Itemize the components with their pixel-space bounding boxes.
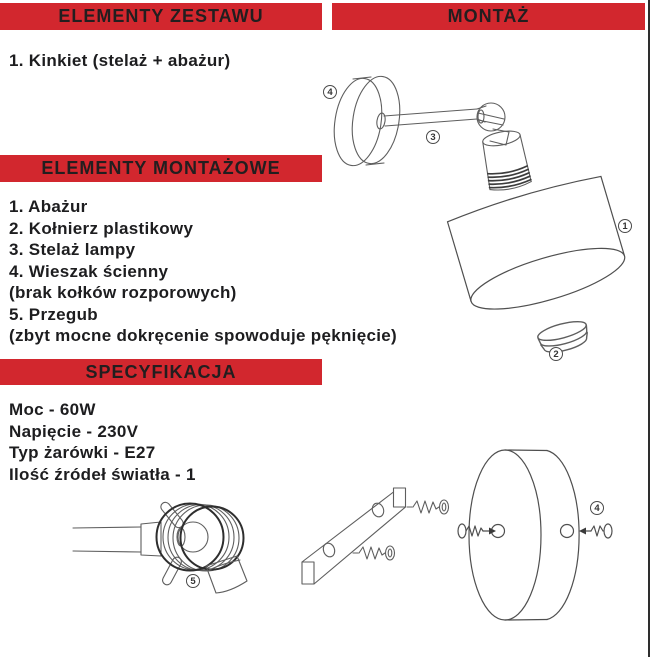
section-header-mounting	[0, 155, 322, 182]
section-header-spec	[0, 359, 322, 385]
section-header-mounting-label: ELEMENTY MONTAŻOWE	[41, 158, 281, 178]
callout-collar: 2	[549, 347, 563, 361]
list-item: Ilość źródeł światła - 1	[9, 464, 196, 484]
section-header-spec-label: SPECYFIKACJA	[85, 361, 237, 382]
ring-band	[469, 450, 579, 620]
list-item: Moc - 60W	[9, 400, 96, 419]
callout-shade: 1	[618, 219, 632, 233]
joint-body	[157, 504, 244, 572]
page-edge-line	[648, 0, 650, 657]
list-item: 4. Wieszak ścienny	[9, 261, 169, 281]
callout-arm: 3	[426, 130, 440, 144]
kit-item: 1. Kinkiet (stelaż + abażur)	[9, 51, 231, 70]
joint-arm	[73, 522, 161, 556]
mounting-screw	[407, 500, 449, 514]
lamp-shade	[446, 173, 630, 322]
list-item: 1. Abażur	[9, 197, 88, 216]
list-item: (brak kołków rozporowych)	[9, 283, 237, 302]
callout-wall-mount: 4	[323, 85, 337, 99]
arm-joint	[477, 103, 509, 145]
list-item: 2. Kołnierz plastikowy	[9, 218, 194, 238]
list-item: Typ żarówki - E27	[9, 443, 156, 462]
mounting-ring-diagram	[450, 435, 648, 625]
section-header-kit-label: ELEMENTY ZESTAWU	[58, 6, 264, 26]
joint-detail-diagram	[60, 493, 260, 608]
list-item: 5. Przegub	[9, 304, 98, 324]
list-item: 3. Stelaż lampy	[9, 240, 136, 259]
section-header-assembly	[332, 3, 645, 30]
ring-screw	[458, 524, 496, 538]
ring-screw	[579, 524, 612, 538]
mounting-screw	[353, 546, 395, 560]
wall-disc	[328, 73, 405, 169]
list-item: (zbyt mocne dokręcenie spowoduje pęknięcie)	[9, 326, 397, 345]
wall-bracket-diagram	[293, 480, 463, 595]
spec-list	[9, 399, 196, 485]
list-item: Napięcie - 230V	[9, 421, 139, 441]
section-header-assembly-label: MONTAŻ	[447, 6, 530, 26]
bulb-socket	[480, 128, 532, 193]
wall-lamp-diagram	[325, 65, 648, 365]
section-header-kit	[0, 3, 322, 30]
plastic-collar	[536, 318, 591, 357]
callout-ring: 4	[590, 501, 604, 515]
bracket-bar	[302, 488, 406, 584]
callout-joint: 5	[186, 574, 200, 588]
